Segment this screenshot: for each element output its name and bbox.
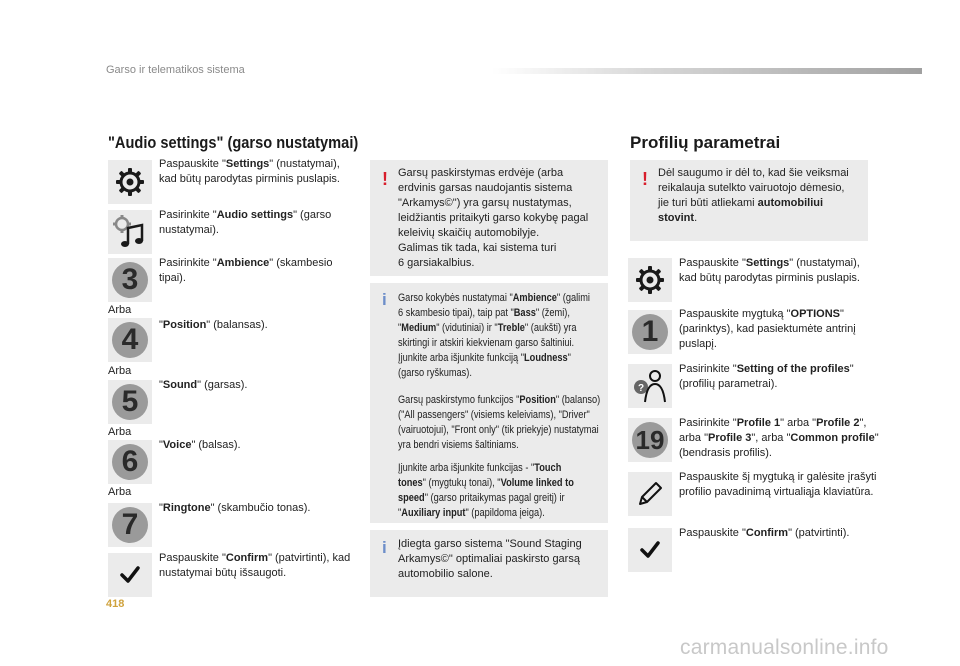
left-step-settings: Paspauskite "Settings" (nustatymai), kad būtų parodytas pirminis puslapis. xyxy=(159,158,340,185)
step-number-19-icon: 19 xyxy=(628,418,672,462)
or-separator: Arba xyxy=(108,486,132,498)
checkmark-icon xyxy=(108,553,152,597)
audio-settings-icon xyxy=(108,210,152,254)
settings-gear-icon xyxy=(628,258,672,302)
info-note-para-position: Garsų paskirstymo funkcijos "Position" (balanso) ("All passengers" (visiems keleiviams), "Driver" (vairuotojui), "Front only" (tik priekyje) nustatymai yra bendri visiems šaltiniams. xyxy=(398,394,601,451)
or-separator: Arba xyxy=(108,365,132,377)
step-number-4-icon: 4 xyxy=(108,318,152,362)
info-note-para-touch-tones: Įjunkite arba išjunkite funkcijas - "Touch tones" (mygtukų tonai), "Volume linked to speed" (garso pritaikymas pagal greitį) ir "Auxiliary input" (papildoma įeiga). xyxy=(398,462,574,519)
right-step-edit-name: Paspauskite šį mygtuką ir galėsite įrašyti profilio pavadinimą virtualiąja klaviatūra. xyxy=(679,471,877,498)
info-note-para-ambience: Garso kokybės nustatymai "Ambience" (galimi 6 skambesio tipai), taip pat "Bass" (žemi), "Medium" (vidutiniai) ir "Treble" (aukšti) yra skirtingi ir atskiri kiekvienam garso šaltiniui. Įjunkite arba išjunkite funkciją "Loudness" (garso ryškumas). xyxy=(398,292,590,379)
watermark-text: carmanualsonline.info xyxy=(680,636,889,659)
warning-exclamation-icon: ! xyxy=(642,169,648,189)
or-separator: Arba xyxy=(108,426,132,438)
audio-settings-heading: "Audio settings" (garso nustatymai) xyxy=(108,133,359,152)
left-step-position: "Position" (balansas). xyxy=(159,319,268,331)
step-number-1-icon: 1 xyxy=(628,310,672,354)
profile-settings-icon xyxy=(628,364,672,408)
right-step-confirm: Paspauskite "Confirm" (patvirtinti). xyxy=(679,527,850,539)
right-step-settings: Paspauskite "Settings" (nustatymai), kad būtų parodytas pirminis puslapis. xyxy=(679,257,860,284)
left-step-sound: "Sound" (garsas). xyxy=(159,379,248,391)
left-step-audio-settings: Pasirinkite "Audio settings" (garso nustatymai). xyxy=(159,209,332,236)
page-header-title: Garso ir telematikos sistema xyxy=(106,64,245,76)
safety-warning-note xyxy=(630,160,868,241)
step-number-5-icon: 5 xyxy=(108,380,152,424)
step-number-7-icon: 7 xyxy=(108,503,152,547)
right-step-setting-of-profiles: Pasirinkite "Setting of the profiles" (profilių parametrai). xyxy=(679,363,854,390)
page-number: 418 xyxy=(106,598,125,610)
safety-warning-text: Dėl saugumo ir dėl to, kad šie veiksmai reikalauja sutelkto vairuotojo dėmesio, jie turi būti atliekami automobiliui stovint. xyxy=(658,167,849,224)
info-i-icon: i xyxy=(382,290,387,309)
left-step-voice: "Voice" (balsas). xyxy=(159,439,241,451)
checkmark-icon xyxy=(628,528,672,572)
step-number-6-icon: 6 xyxy=(108,440,152,484)
arkamys-warning-note xyxy=(370,160,608,276)
pencil-icon xyxy=(628,472,672,516)
right-step-options: Paspauskite mygtuką "OPTIONS" (parinktys), kad pasiektumėte antrinį puslapį. xyxy=(679,308,856,350)
or-separator: Arba xyxy=(108,304,132,316)
info-i-icon: i xyxy=(382,538,387,557)
sound-staging-text: Įdiegta garso sistema "Sound Staging Arkamys©" optimaliai paskirsto garsą automobilio salone. xyxy=(398,538,582,580)
right-step-select-profile: Pasirinkite "Profile 1" arba "Profile 2", arba "Profile 3", arba "Common profile" (bendrasis profilis). xyxy=(679,417,879,459)
left-step-ringtone: "Ringtone" (skambučio tonas). xyxy=(159,502,311,514)
warning-note-text: Garsų paskirstymas erdvėje (arba erdvinis garsas naudojantis sistema "Arkamys©") yra garsų nustatymas, leidžiantis pritaikyti garso kokybę pagal keleivių skaičių automobilyje. Galimas tik tada, kai sistema turi 6 garsiakalbius. xyxy=(398,167,589,269)
sound-staging-info-note xyxy=(370,530,608,597)
left-step-ambience: Pasirinkite "Ambience" (skambesio tipai). xyxy=(159,257,333,284)
left-step-confirm: Paspauskite "Confirm" (patvirtinti), kad nustatymai būtų išsaugoti. xyxy=(159,552,351,579)
step-number-3-icon: 3 xyxy=(108,258,152,302)
header-gradient-bar xyxy=(492,68,922,74)
sound-settings-info-note xyxy=(370,283,608,523)
svg-text:?: ? xyxy=(637,383,645,394)
profile-settings-heading: Profilių parametrai xyxy=(630,133,781,152)
warning-exclamation-icon: ! xyxy=(382,169,388,189)
settings-gear-icon xyxy=(108,160,152,204)
